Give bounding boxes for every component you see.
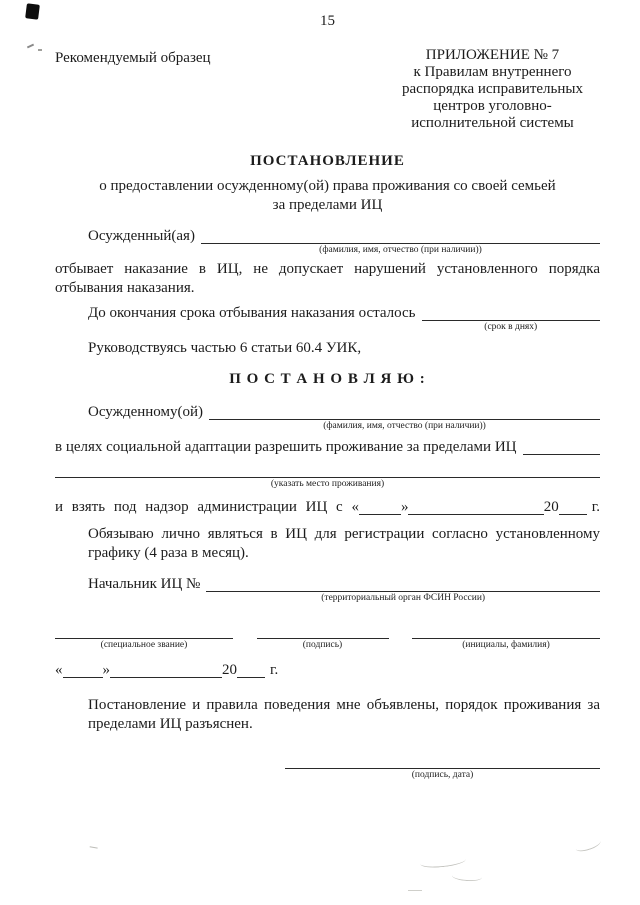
residence-field <box>55 461 600 490</box>
scan-artifact <box>452 871 483 882</box>
date-line <box>55 661 600 680</box>
signature-row <box>55 622 600 651</box>
appendix-line: к Правилам внутреннего <box>413 64 572 80</box>
to-convict-line <box>55 403 600 432</box>
appendix-line: ПРИЛОЖЕНИЕ № 7 <box>425 47 560 63</box>
initials-field <box>412 622 600 651</box>
guided-by-line: Руководствуясь частью 6 статьи 60.4 УИК, <box>88 340 362 356</box>
year-prefix: 20 <box>222 662 237 678</box>
scan-artifact <box>574 836 602 854</box>
year-suffix: г. <box>270 662 279 678</box>
year-suffix: г. <box>591 499 600 515</box>
remaining-field <box>422 304 601 333</box>
chief-label: Начальник ИЦ № <box>88 576 201 592</box>
blank-line <box>110 661 222 678</box>
blank-line <box>408 498 543 515</box>
blank-line <box>412 622 600 639</box>
blank-line <box>523 438 601 455</box>
quote-open: « <box>55 662 63 678</box>
supervision-line <box>55 498 600 517</box>
remaining-caption: (срок в днях) <box>484 322 538 332</box>
remaining-label: До окончания срока отбывания наказания осталось <box>88 305 416 321</box>
title-subtitle: за пределами ИЦ <box>272 197 383 213</box>
blank-line <box>257 622 389 639</box>
initials-caption: (инициалы, фамилия) <box>462 640 550 650</box>
residence-line <box>55 461 600 490</box>
remaining-line <box>55 304 600 333</box>
final-sign-line <box>55 752 600 781</box>
blank-line <box>206 575 600 592</box>
document-header <box>55 47 600 132</box>
fio-caption: (фамилия, имя, отчество (при наличии)) <box>319 245 482 255</box>
blank-line <box>422 304 601 321</box>
final-paragraph: Постановление и правила поведения мне объявлены, порядок проживания за пределами ИЦ разъяснен. <box>88 697 600 732</box>
blank-line <box>237 661 265 678</box>
blank-line <box>55 461 600 478</box>
rank-caption: (специальное звание) <box>100 640 188 650</box>
appendix-line: центров уголовно- <box>433 98 552 114</box>
appendix-line: исполнительной системы <box>411 115 574 131</box>
scan-artifact <box>90 842 99 848</box>
chief-field <box>206 575 600 604</box>
scan-artifact <box>408 885 422 891</box>
sample-label: Рекомендуемый образец <box>55 50 211 66</box>
supervision-text: и взять под надзор администрации ИЦ с « <box>55 499 359 515</box>
serving-paragraph: отбывает наказание в ИЦ, не допускает нарушений установленного порядка отбывания наказания. <box>55 261 600 296</box>
to-convict-field <box>209 403 600 432</box>
adaptation-text: в целях социальной адаптации разрешить проживание за пределами ИЦ <box>55 439 517 455</box>
adaptation-field <box>523 438 601 457</box>
adaptation-line <box>55 438 600 457</box>
blank-line <box>285 752 600 769</box>
quote-close: » <box>102 662 110 678</box>
residence-caption: (указать место проживания) <box>270 479 385 489</box>
signature-caption: (подпись) <box>302 640 343 650</box>
quote-close: » <box>400 499 409 515</box>
title-main: ПОСТАНОВЛЕНИЕ <box>250 153 405 169</box>
chief-line <box>55 575 600 604</box>
signature-field <box>257 622 389 651</box>
chief-caption: (территориальный орган ФСИН России) <box>321 593 486 603</box>
appendix-block <box>385 47 600 132</box>
final-caption: (подпись, дата) <box>411 770 474 780</box>
convict-name-field <box>201 227 600 256</box>
blank-line <box>359 498 401 515</box>
resolve-heading: П О С Т А Н О В Л Я Ю : <box>229 371 426 387</box>
obligation-paragraph: Обязываю лично являться в ИЦ для регистрации согласно установленному графику (4 раза в месяц). <box>88 526 600 561</box>
final-sign-field <box>285 752 600 781</box>
blank-line <box>201 227 600 244</box>
to-convict-label: Осужденному(ой) <box>88 404 204 420</box>
appendix-line: распорядка исправительных <box>402 81 583 97</box>
page-number: 15 <box>320 13 335 29</box>
convict-label: Осужденный(ая) <box>88 228 195 244</box>
blank-line <box>559 498 587 515</box>
blank-line <box>55 622 233 639</box>
convict-name-line <box>55 227 600 256</box>
blank-line <box>63 661 103 678</box>
blank-line <box>209 403 600 420</box>
year-prefix: 20 <box>543 499 559 515</box>
title-subtitle: о предоставлении осужденному(ой) права проживания со своей семьей <box>99 178 556 194</box>
rank-field <box>55 622 233 651</box>
fio-caption: (фамилия, имя, отчество (при наличии)) <box>323 421 486 431</box>
document-title <box>55 152 600 215</box>
scan-artifact <box>420 854 467 870</box>
